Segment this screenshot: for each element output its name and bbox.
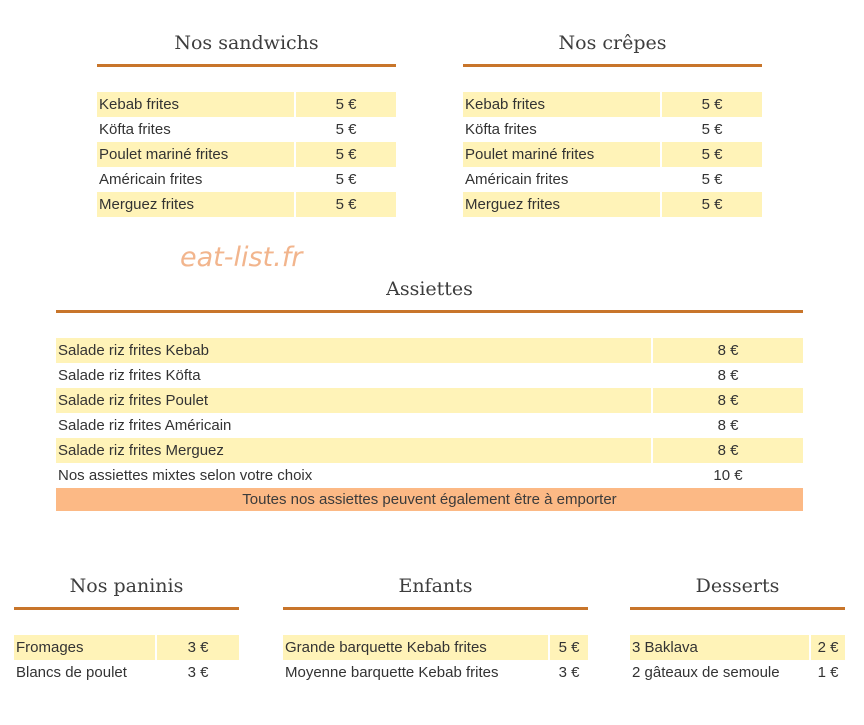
item-price: 5 € (296, 92, 396, 117)
desserts-section (630, 572, 845, 685)
menu-row (14, 660, 239, 685)
menu-row (283, 635, 588, 660)
desserts-table (630, 635, 845, 685)
desserts-title: Desserts (695, 575, 780, 597)
item-name: Américain frites (465, 171, 569, 188)
item-name: 3 Baklava (630, 635, 809, 660)
menu-row (463, 117, 762, 142)
crepes-rule (463, 64, 762, 67)
watermark-logo: eat-list.fr (180, 242, 303, 273)
assiettes-title: Assiettes (386, 278, 473, 300)
item-price: 8 € (717, 417, 739, 434)
item-name: Blancs de poulet (16, 664, 127, 681)
paninis-title: Nos paninis (69, 575, 184, 597)
item-price: 5 € (701, 121, 723, 138)
item-price: 5 € (296, 142, 396, 167)
sandwichs-section (97, 29, 396, 217)
item-price: 5 € (701, 171, 723, 188)
item-name: Köfta frites (465, 121, 537, 138)
item-name: Poulet mariné frites (97, 142, 294, 167)
enfants-section (283, 572, 588, 685)
paninis-rule (14, 607, 239, 610)
item-price: 3 € (187, 664, 209, 681)
menu-row (56, 338, 803, 363)
item-name: Merguez frites (97, 192, 294, 217)
item-name: Salade riz frites Américain (58, 417, 232, 434)
menu-row (630, 660, 845, 685)
menu-row (97, 92, 396, 117)
menu-row (56, 413, 803, 438)
menu-row (97, 142, 396, 167)
item-name: Salade riz frites Köfta (58, 367, 201, 384)
item-name: Salade riz frites Merguez (56, 438, 651, 463)
item-name: Poulet mariné frites (463, 142, 660, 167)
item-price: 5 € (335, 171, 357, 188)
crepes-section (463, 29, 762, 217)
item-name: Kebab frites (97, 92, 294, 117)
item-price: 5 € (662, 192, 762, 217)
item-name: Grande barquette Kebab frites (283, 635, 548, 660)
item-price: 5 € (335, 121, 357, 138)
menu-row (463, 167, 762, 192)
menu-row (14, 635, 239, 660)
crepes-table (463, 92, 762, 217)
item-price: 5 € (550, 635, 588, 660)
menu-row (56, 438, 803, 463)
assiettes-rule (56, 310, 803, 313)
item-name: Américain frites (99, 171, 203, 188)
desserts-rule (630, 607, 845, 610)
sandwichs-table (97, 92, 396, 217)
menu-row (97, 192, 396, 217)
enfants-rule (283, 607, 588, 610)
item-name: Salade riz frites Kebab (56, 338, 651, 363)
menu-row (97, 117, 396, 142)
menu-row (56, 363, 803, 388)
item-price: 8 € (653, 388, 803, 413)
enfants-table (283, 635, 588, 685)
item-name: Köfta frites (99, 121, 171, 138)
item-price: 8 € (717, 367, 739, 384)
menu-row (463, 92, 762, 117)
menu-row (97, 167, 396, 192)
item-name: 2 gâteaux de semoule (632, 664, 780, 681)
item-price: 1 € (817, 664, 839, 681)
item-name: Kebab frites (463, 92, 660, 117)
item-price: 5 € (662, 92, 762, 117)
item-price: 5 € (662, 142, 762, 167)
assiettes-table (56, 338, 803, 488)
item-price: 3 € (157, 635, 239, 660)
sandwichs-title: Nos sandwichs (174, 32, 319, 54)
item-name: Moyenne barquette Kebab frites (285, 664, 499, 681)
crepes-title: Nos crêpes (558, 32, 667, 54)
item-name: Nos assiettes mixtes selon votre choix (58, 467, 313, 484)
paninis-section (14, 572, 239, 685)
menu-row (283, 660, 588, 685)
enfants-title: Enfants (398, 575, 473, 597)
menu-row (463, 142, 762, 167)
takeaway-note: Toutes nos assiettes peuvent également être à emporter (56, 488, 803, 511)
paninis-table (14, 635, 239, 685)
item-price: 2 € (811, 635, 845, 660)
item-name: Merguez frites (463, 192, 660, 217)
assiettes-section (56, 275, 803, 511)
item-price: 8 € (653, 338, 803, 363)
item-price: 5 € (296, 192, 396, 217)
item-name: Salade riz frites Poulet (56, 388, 651, 413)
item-price: 8 € (653, 438, 803, 463)
item-price: 3 € (558, 664, 580, 681)
item-price: 10 € (713, 467, 743, 484)
item-name: Fromages (14, 635, 155, 660)
menu-row (463, 192, 762, 217)
menu-row (56, 463, 803, 488)
menu-row (630, 635, 845, 660)
sandwichs-rule (97, 64, 396, 67)
menu-row (56, 388, 803, 413)
